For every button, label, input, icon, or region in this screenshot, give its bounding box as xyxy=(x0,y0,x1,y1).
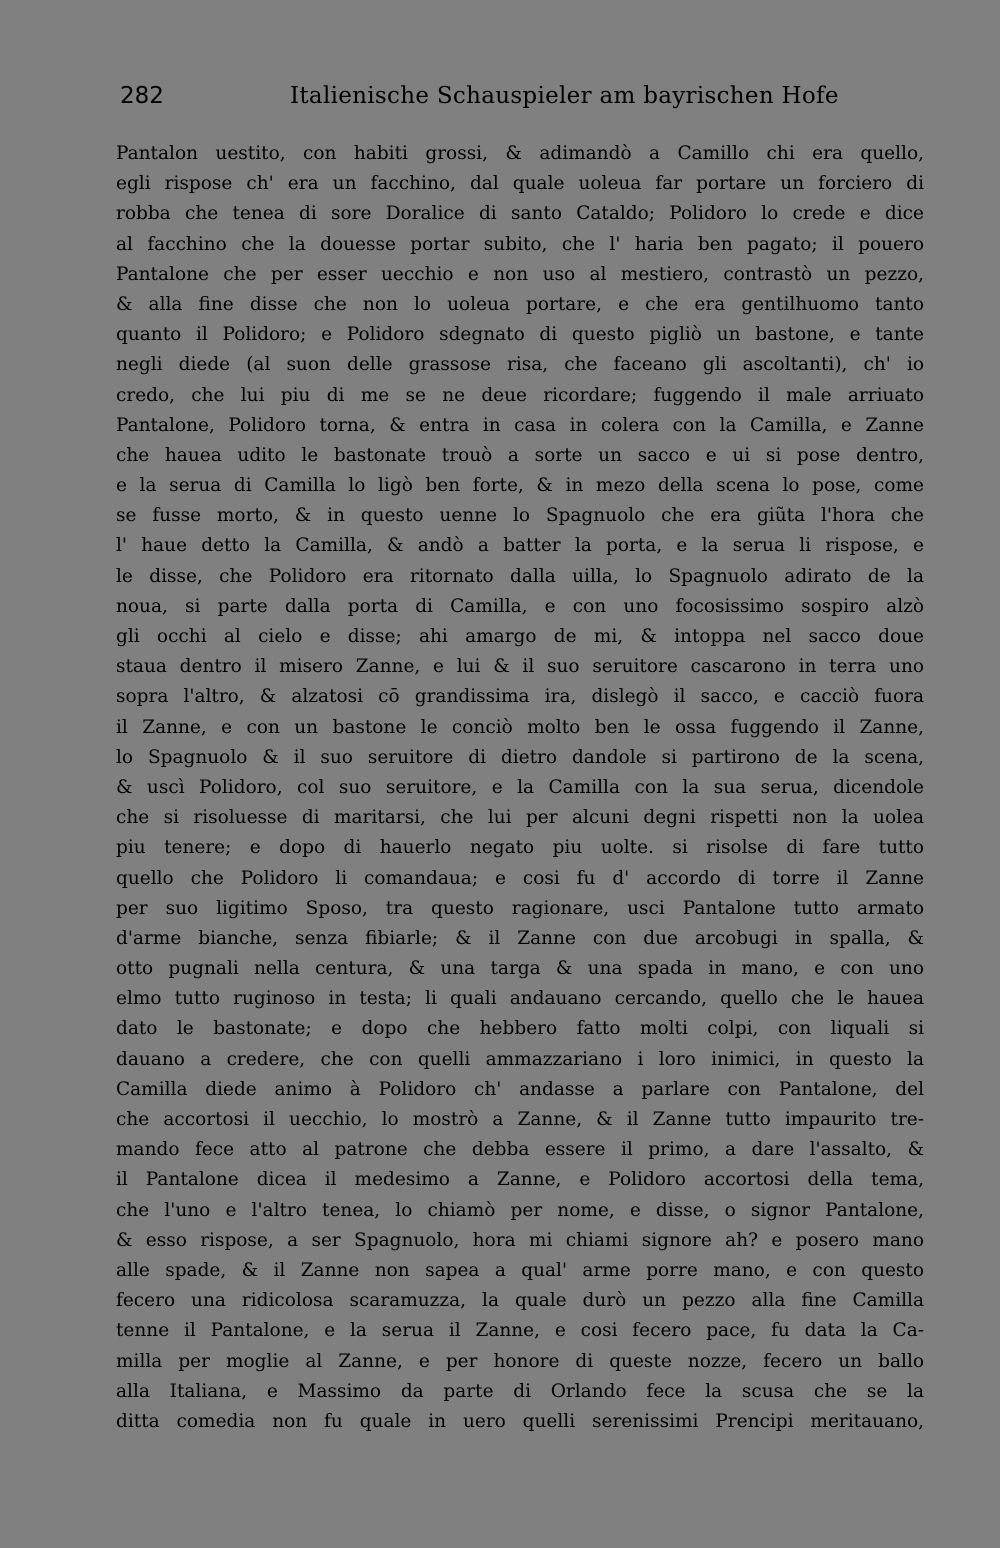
text-line: Pantalone, Polidoro torna, & entra in casa in colera con la Camilla, e Zanne xyxy=(116,414,924,436)
text-line: & alla fine disse che non lo uoleua portare, e che era gentilhuomo tanto xyxy=(116,293,924,315)
text-line: se fusse morto, & in questo uenne lo Spagnuolo che era giũta l'hora che xyxy=(116,505,924,527)
body-text xyxy=(116,139,924,1437)
text-line: d'arme bianche, senza fibiarle; & il Zanne con due arcobugi in spalla, & xyxy=(116,927,924,949)
text-line: sopra l'altro, & alzatosi cō grandissima ira, dislegò il sacco, e cacciò fuora xyxy=(116,686,924,708)
text-line: al facchino che la douesse portar subito, che l' haria ben pagato; il pouero xyxy=(116,233,924,255)
text-line: Pantalone che per esser uecchio e non uso al mestiero, contrastò un pezzo, xyxy=(116,263,924,285)
text-line: & uscì Polidoro, col suo seruitore, e la Camilla con la sua serua, dicendole xyxy=(116,776,924,798)
text-line: le disse, che Polidoro era ritornato dalla uilla, lo Spagnuolo adirato de la xyxy=(116,565,924,587)
text-line: il Pantalone dicea il medesimo a Zanne, e Polidoro accortosi della tema, xyxy=(116,1169,924,1191)
text-line: ditta comedia non fu quale in uero quelli serenissimi Prencipi meritauano, xyxy=(116,1410,924,1432)
text-line: che hauea udito le bastonate trouò a sorte un sacco e ui si pose dentro, xyxy=(116,444,924,466)
text-line: gli occhi al cielo e disse; ahi amargo de mi, & intoppa nel sacco doue xyxy=(116,626,924,647)
text-line: per suo ligitimo Sposo, tra questo ragionare, usci Pantalone tutto armato xyxy=(116,897,924,919)
text-line: negli diede (al suon delle grassose risa, che faceano gli ascoltanti), ch' io xyxy=(116,354,924,376)
text-line: credo, che lui piu di me se ne deue ricordare; fuggendo il male arriuato xyxy=(116,384,924,406)
text-line: lo Spagnuolo & il suo seruitore di dietro dandole si partirono de la scena, xyxy=(116,746,924,768)
text-line: noua, si parte dalla porta di Camilla, e con uno focosissimo sospiro alzò xyxy=(116,595,924,617)
text-line: tenne il Pantalone, e la serua il Zanne, e cosi fecero pace, fu data la Ca- xyxy=(116,1320,924,1342)
text-line: piu tenere; e dopo di hauerlo negato piu uolte. si risolse di fare tutto xyxy=(116,837,924,859)
text-line: otto pugnali nella centura, & una targa & una spada in mano, e con uno xyxy=(116,958,924,980)
text-line: l' haue detto la Camilla, & andò a batter la porta, e la serua li rispose, e xyxy=(116,535,924,557)
text-line: robba che tenea di sore Doralice di santo Cataldo; Polidoro lo crede e dice xyxy=(116,203,924,225)
text-line: mando fece atto al patrone che debba essere il primo, a dare l'assalto, & xyxy=(116,1139,924,1161)
text-line: & esso rispose, a ser Spagnuolo, hora mi chiami signore ah? e posero mano xyxy=(116,1229,924,1251)
text-line: Camilla diede animo à Polidoro ch' andasse a parlare con Pantalone, del xyxy=(116,1078,924,1100)
text-line: dato le bastonate; e dopo che hebbero fatto molti colpi, con liquali si xyxy=(116,1018,924,1040)
text-line: alla Italiana, e Massimo da parte di Orlando fece la scusa che se la xyxy=(116,1380,924,1402)
text-line: alle spade, & il Zanne non sapea a qual' arme porre mano, e con questo xyxy=(116,1259,924,1281)
text-line: fecero una ridicolosa scaramuzza, la quale durò un pezzo alla fine Camilla xyxy=(116,1290,924,1312)
running-title: Italienische Schauspieler am bayrischen Hofe xyxy=(290,83,839,109)
text-line: che l'uno e l'altro tenea, lo chiamò per nome, e disse, o signor Pantalone, xyxy=(116,1199,924,1221)
text-line: milla per moglie al Zanne, e per honore di queste nozze, fecero un ballo xyxy=(116,1350,924,1372)
text-line: che accortosi il uecchio, lo mostrò a Zanne, & il Zanne tutto impaurito tre- xyxy=(116,1109,924,1130)
page-header xyxy=(120,78,920,118)
text-line: Pantalon uestito, con habiti grossi, & adimandò a Camillo chi era quello, xyxy=(116,143,924,164)
text-line: dauano a credere, che con quelli ammazzariano i loro inimici, in questo la xyxy=(116,1048,924,1070)
text-line: staua dentro il misero Zanne, e lui & il suo seruitore cascarono in terra uno xyxy=(116,656,924,678)
text-line: quanto il Polidoro; e Polidoro sdegnato di questo pigliò un bastone, e tante xyxy=(116,324,924,346)
text-line: quello che Polidoro li comandaua; e cosi fu d' accordo di torre il Zanne xyxy=(116,867,924,889)
page-number: 282 xyxy=(120,83,164,109)
text-line: egli rispose ch' era un facchino, dal quale uoleua far portare un forciero di xyxy=(116,173,924,195)
text-line: che si risoluesse di maritarsi, che lui per alcuni degni rispetti non la uolea xyxy=(116,807,924,829)
text-line: elmo tutto ruginoso in testa; li quali andauano cercando, quello che le hauea xyxy=(116,988,924,1010)
text-line: il Zanne, e con un bastone le conciò molto ben le ossa fuggendo il Zanne, xyxy=(116,716,924,738)
text-line: e la serua di Camilla lo ligò ben forte, & in mezo della scena lo pose, come xyxy=(116,475,924,497)
